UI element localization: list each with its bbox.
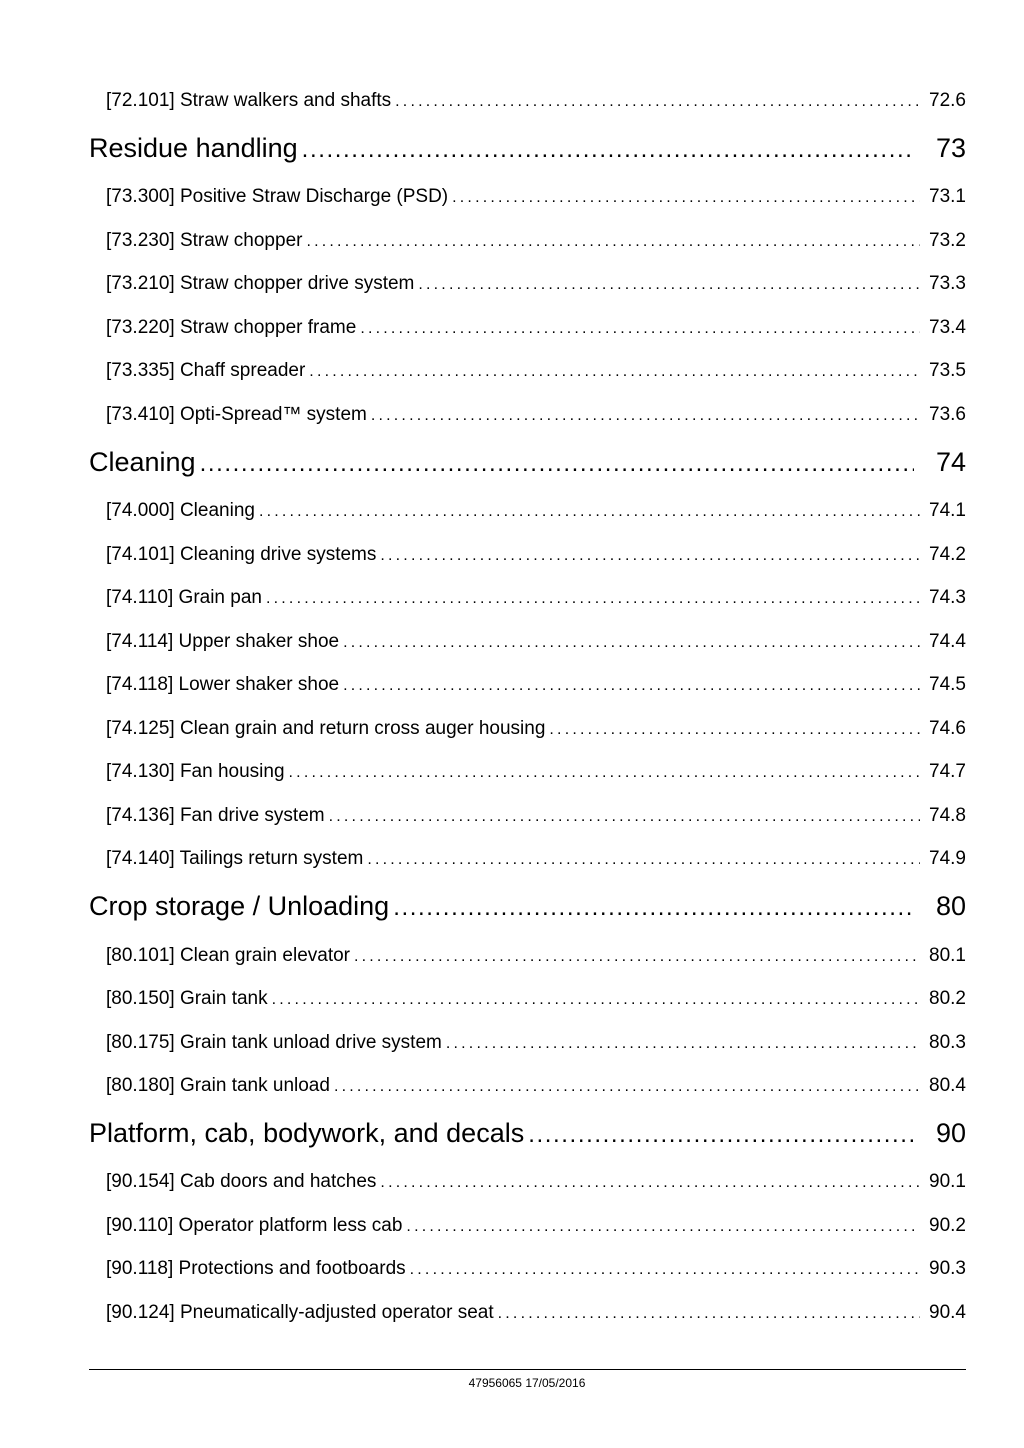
toc-entry[interactable] <box>106 1171 966 1193</box>
dot-leader <box>343 634 920 652</box>
toc-section-page: 80 <box>935 891 966 921</box>
toc-entry-page: 90.1 <box>929 1171 966 1192</box>
footer-divider <box>89 1369 966 1370</box>
toc-entry[interactable] <box>106 988 966 1010</box>
toc-entry[interactable] <box>106 945 966 967</box>
toc-entry[interactable] <box>106 761 966 783</box>
toc-entry-page: 72.6 <box>929 90 966 111</box>
toc-entry-title: [74.140] Tailings return system <box>106 848 364 869</box>
toc-entry[interactable] <box>106 718 966 740</box>
toc-entry-page: 74.6 <box>929 718 966 739</box>
toc-entry-page: 74.3 <box>929 587 966 608</box>
toc-entry[interactable] <box>106 404 966 426</box>
toc-entry[interactable] <box>106 230 966 252</box>
dot-leader <box>289 764 920 782</box>
toc-entry-page: 74.2 <box>929 544 966 565</box>
toc-section-title: Crop storage / Unloading <box>89 891 390 921</box>
toc-entry-page: 74.5 <box>929 674 966 695</box>
toc-entry-page: 73.4 <box>929 317 966 338</box>
toc-entry-page: 73.3 <box>929 273 966 294</box>
toc-entry[interactable] <box>106 544 966 566</box>
toc-section-page: 74 <box>935 447 966 477</box>
toc-entry-page: 80.1 <box>929 945 966 966</box>
dot-leader <box>395 93 920 111</box>
dot-leader <box>329 808 920 826</box>
dot-leader <box>367 851 920 869</box>
toc-entry[interactable] <box>106 631 966 653</box>
toc-section-heading[interactable] <box>89 133 966 164</box>
toc-entry[interactable] <box>106 805 966 827</box>
toc-entry-page: 74.4 <box>929 631 966 652</box>
toc-entry-title: [90.110] Operator platform less cab <box>106 1215 403 1236</box>
toc-entry[interactable] <box>106 674 966 696</box>
toc-entry[interactable] <box>106 1215 966 1237</box>
dot-leader <box>306 233 920 251</box>
toc-entry[interactable] <box>106 500 966 522</box>
toc-entry-title: [73.335] Chaff spreader <box>106 360 306 381</box>
toc-entry-page: 80.2 <box>929 988 966 1009</box>
dot-leader <box>334 1078 920 1096</box>
dot-leader <box>371 407 920 425</box>
toc-section-page: 73 <box>935 133 966 163</box>
footer-doc-reference: 47956065 17/05/2016 <box>468 1376 586 1390</box>
dot-leader <box>354 948 920 966</box>
toc-entry-page: 90.2 <box>929 1215 966 1236</box>
dot-leader <box>406 1218 920 1236</box>
toc-entry-title: [90.118] Protections and footboards <box>106 1258 406 1279</box>
toc-entry[interactable] <box>106 587 966 609</box>
toc-entry-page: 74.1 <box>929 500 966 521</box>
dot-leader <box>309 363 920 381</box>
dot-leader <box>302 136 914 164</box>
toc-entry-page: 80.3 <box>929 1032 966 1053</box>
toc-section-title: Residue handling <box>89 133 298 163</box>
dot-leader <box>549 721 920 739</box>
dot-leader <box>380 1174 920 1192</box>
toc-entry-title: [72.101] Straw walkers and shafts <box>106 90 392 111</box>
dot-leader <box>528 1121 914 1149</box>
toc-entry-title: [73.410] Opti-Spread™ system <box>106 404 367 425</box>
toc-entry-title: [80.150] Grain tank <box>106 988 268 1009</box>
toc-entry-page: 74.7 <box>929 761 966 782</box>
toc-section-heading[interactable] <box>89 891 966 922</box>
toc-entry-title: [90.124] Pneumatically-adjusted operator seat <box>106 1302 494 1323</box>
toc-entry[interactable] <box>106 1258 966 1280</box>
dot-leader <box>259 503 920 521</box>
dot-leader <box>410 1261 920 1279</box>
dot-leader <box>272 991 920 1009</box>
dot-leader <box>360 320 920 338</box>
toc-entry-page: 73.6 <box>929 404 966 425</box>
toc-entry-title: [80.180] Grain tank unload <box>106 1075 330 1096</box>
toc-entry[interactable] <box>106 186 966 208</box>
toc-entry[interactable] <box>106 90 966 112</box>
toc-section-heading[interactable] <box>89 447 966 478</box>
toc-entry-title: [74.118] Lower shaker shoe <box>106 674 340 695</box>
toc-entry-title: [73.220] Straw chopper frame <box>106 317 357 338</box>
toc-entry-title: [74.114] Upper shaker shoe <box>106 631 340 652</box>
toc-entry-title: [74.130] Fan housing <box>106 761 285 782</box>
toc-entry-title: [73.230] Straw chopper <box>106 230 303 251</box>
toc-entry-title: [73.210] Straw chopper drive system <box>106 273 415 294</box>
toc-entry-page: 74.8 <box>929 805 966 826</box>
toc-entry[interactable] <box>106 1302 966 1324</box>
toc-entry-page: 74.9 <box>929 848 966 869</box>
toc-entry-title: [74.125] Clean grain and return cross auger housing <box>106 718 546 739</box>
dot-leader <box>343 677 920 695</box>
toc-section-heading[interactable] <box>89 1118 966 1149</box>
toc-entry[interactable] <box>106 848 966 870</box>
dot-leader <box>418 276 920 294</box>
toc-section-page: 90 <box>935 1118 966 1148</box>
toc-entry-page: 90.4 <box>929 1302 966 1323</box>
toc-section-title: Platform, cab, bodywork, and decals <box>89 1118 525 1148</box>
toc-entry-title: [90.154] Cab doors and hatches <box>106 1171 377 1192</box>
toc-entry-page: 80.4 <box>929 1075 966 1096</box>
toc-entry-title: [74.101] Cleaning drive systems <box>106 544 377 565</box>
toc-entry[interactable] <box>106 360 966 382</box>
dot-leader <box>498 1305 920 1323</box>
toc-entry[interactable] <box>106 273 966 295</box>
toc-entry[interactable] <box>106 317 966 339</box>
toc-entry-title: [73.300] Positive Straw Discharge (PSD) <box>106 186 449 207</box>
dot-leader <box>446 1035 920 1053</box>
dot-leader <box>393 894 914 922</box>
toc-entry[interactable] <box>106 1075 966 1097</box>
toc-entry-title: [80.175] Grain tank unload drive system <box>106 1032 442 1053</box>
toc-entry-page: 73.5 <box>929 360 966 381</box>
toc-entry-page: 90.3 <box>929 1258 966 1279</box>
toc-entry-title: [74.136] Fan drive system <box>106 805 325 826</box>
dot-leader <box>266 590 920 608</box>
toc-entry-page: 73.1 <box>929 186 966 207</box>
toc-entry[interactable] <box>106 1032 966 1054</box>
toc-entry-title: [80.101] Clean grain elevator <box>106 945 350 966</box>
dot-leader <box>200 450 914 478</box>
toc-entry-title: [74.000] Cleaning <box>106 500 255 521</box>
dot-leader <box>380 547 920 565</box>
toc-section-title: Cleaning <box>89 447 196 477</box>
dot-leader <box>452 189 920 207</box>
toc-entry-title: [74.110] Grain pan <box>106 587 262 608</box>
toc-entry-page: 73.2 <box>929 230 966 251</box>
